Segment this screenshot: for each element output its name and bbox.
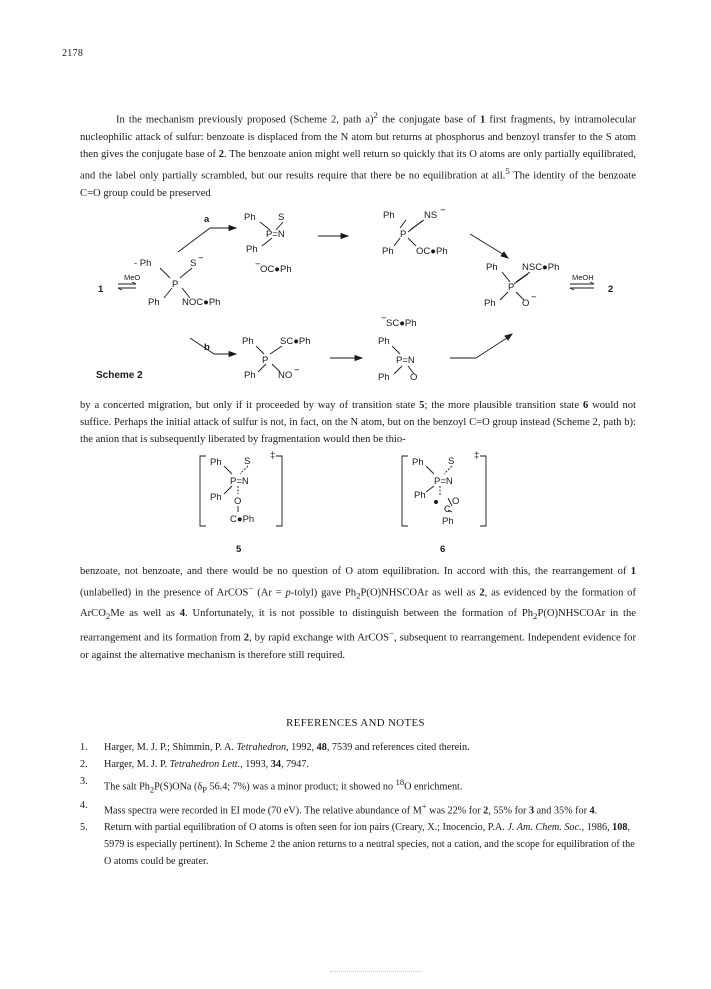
scheme-label: Scheme 2 xyxy=(96,370,143,381)
s-label: S xyxy=(448,456,455,467)
ph-label: Ph xyxy=(242,336,254,347)
ph-label: Ph xyxy=(484,298,496,309)
o-label: O xyxy=(452,496,460,507)
references-list xyxy=(80,740,636,871)
reference-item: 1. Harger, M. J. P.; Shimmin, P. A. Tetrahedron, 1992, 48, 7539 and references cited therein. xyxy=(80,742,470,753)
s-label: S xyxy=(278,212,285,223)
ph-label: Ph xyxy=(486,262,498,273)
reference-item: 4. Mass spectra were recorded in EI mode (70 eV). The relative abundance of M+ was 22% for 2, 55% for 3 and 35% for 4. xyxy=(80,800,598,817)
meoh-label: MeOH xyxy=(572,273,594,282)
o-label: O xyxy=(410,372,418,383)
paragraph-thiobenzoate: benzoate, not benzoate, and there would be no question of O atom equilibration. In accord with this, the rearrangement of 1 (unlabelled) in the presence of ArCOS− (Ar = p-tolyl) gave $Ph_2P(O)NHSCOAr$ as well as 2, as evidenced by the formation of ArCO$_2$Me as well as 4. Unfortunately, it is not possible to distinguish between the formation of $Ph_2P(O)NHSCOAr$ in the rearrangement and its formation from 2, by rapid exchange with ArCOS−, subsequent to rearrangement. Independent evidence for or against the alternative mechanism is therefore still required. xyxy=(80,566,636,662)
ph-label: Ph xyxy=(244,370,256,381)
ph-label: Ph xyxy=(414,490,426,501)
ph-label: Ph xyxy=(382,246,394,257)
p-label: P xyxy=(172,279,179,290)
ococph-anion-label: OC●Ph xyxy=(260,264,292,275)
path-a-label: a xyxy=(204,214,210,225)
footer-divider xyxy=(330,971,420,974)
o-label: O xyxy=(234,496,242,507)
s-label: S xyxy=(244,456,251,467)
pn-label: P=N xyxy=(266,229,285,240)
ts5-label: 5 xyxy=(236,544,242,555)
nscph-label: NSC●Ph xyxy=(522,262,560,273)
dagger-symbol: ‡ xyxy=(474,450,480,461)
ph-label: Ph xyxy=(244,212,256,223)
p-label: P xyxy=(262,355,269,366)
ph-label: Ph xyxy=(148,297,160,308)
cph-label: C●Ph xyxy=(230,514,255,525)
paragraph-mechanism: In the mechanism previously proposed (Scheme 2, path a)$^2$ the conjugate base of 1 first fragments, by intramolecular nucleophilic attack of sulfur: benzoate is displaced from the N atom but returns at phosphorus and benzoyl transfer to the S atom then gives the conjugate base of 2. The benzoate anion might well return so quickly that its O atoms are only partially equilibrated, and the label only partially scrambled, but our results require that there be no equilibration at all.$^5$ The identity of the benzoate C=O group could be preserved xyxy=(80,110,637,199)
page-number: 2178 xyxy=(62,48,84,59)
ph-label: Ph xyxy=(378,372,390,383)
minus-sign: − xyxy=(440,205,446,216)
noc-label: NOC●Ph xyxy=(182,297,221,308)
minus-sign: − xyxy=(255,259,261,270)
ph-minus-label: - Ph xyxy=(134,258,152,269)
compound-2-label: 2 xyxy=(608,284,614,295)
minus-sign: − xyxy=(198,253,204,264)
scph-anion-label: SC●Ph xyxy=(386,318,417,329)
no-minus-label: NO xyxy=(278,370,293,381)
minus-sign: − xyxy=(381,313,387,324)
pn-label: P=N xyxy=(396,355,415,366)
scph-label: SC●Ph xyxy=(280,336,311,347)
dagger-symbol: ‡ xyxy=(270,450,276,461)
ph-label: Ph xyxy=(383,210,395,221)
ph-label: Ph xyxy=(442,516,454,527)
path-b-label: b xyxy=(204,342,210,353)
label-dot-icon xyxy=(434,500,438,504)
reference-item: 5. Return with partial equilibration of O atoms is often seen for ion pairs (Creary, X.; Inocencio, P.A. J. Am. Chem. Soc., 1986, 108, 5979 is especially pertinent). In Scheme 2 the anion returns to a neutral species, not a cation, and the scope for equilibration of the O atoms could be greater. xyxy=(80,822,635,868)
ph-label: Ph xyxy=(246,244,258,255)
pn-label: P=N xyxy=(434,476,453,487)
minus-sign: − xyxy=(294,365,300,376)
ts6-label: 6 xyxy=(440,544,446,555)
reference-item: 3. The salt $Ph_2P(S)ONa$ ($\delta_P$ 56.4; 7%) was a minor product; it showed no $^{18}$O enrichment. xyxy=(80,775,463,795)
c-label: C xyxy=(444,504,451,515)
ph-label: Ph xyxy=(210,492,222,503)
reference-item: 2. Harger, M. J. P. Tetrahedron Lett., 1993, 34, 7947. xyxy=(80,758,309,770)
references-heading: REFERENCES AND NOTES xyxy=(286,717,425,729)
p-label: P xyxy=(508,282,515,293)
ph-label: Ph xyxy=(210,457,222,468)
scheme-2-diagram xyxy=(0,202,711,392)
s-minus-label: S xyxy=(190,258,197,269)
ns-minus-label: NS xyxy=(424,210,438,221)
meo-label: MeO xyxy=(124,273,141,282)
transition-states-diagram xyxy=(0,428,711,558)
ph-label: Ph xyxy=(378,336,390,347)
pn-label: P=N xyxy=(230,476,249,487)
ococph-label: OC●Ph xyxy=(416,246,448,257)
o-minus-label: O xyxy=(522,298,530,309)
compound-1-label: 1 xyxy=(98,284,104,295)
paragraph-migration: by a concerted migration, but only if it proceeded by way of transition state 5; the more plausible transition state 6 would not suffice. Perhaps the initial attack of sulfur is not, in fact, on the N atom, but on the benzoyl C=O group instead (Scheme 2, path b): the anion that is subsequently liberated by fragmentation would then be thio- xyxy=(80,400,636,446)
minus-sign: − xyxy=(531,292,537,303)
ph-label: Ph xyxy=(412,457,424,468)
p-label: P xyxy=(400,229,407,240)
